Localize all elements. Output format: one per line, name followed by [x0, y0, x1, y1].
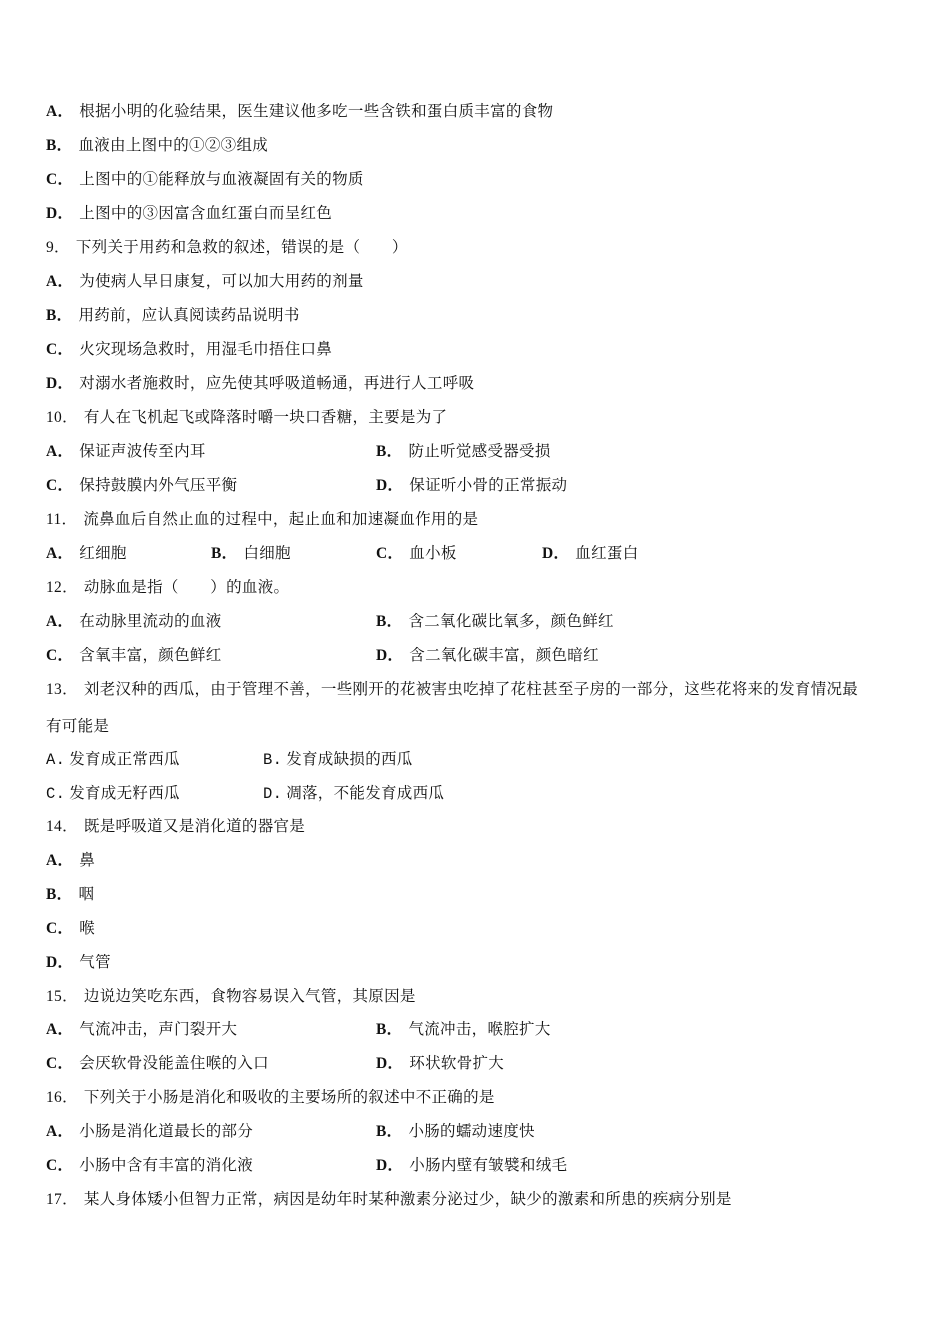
option-label: B．	[46, 886, 73, 903]
q16-option-c	[46, 1155, 253, 1176]
option-label: C．	[46, 477, 74, 494]
option-text: 在动脉里流动的血液	[79, 612, 222, 630]
option-text: 上图中的①能释放与血液凝固有关的物质	[79, 170, 364, 188]
question-number: 9．	[46, 239, 70, 256]
q13-option-a	[46, 749, 180, 770]
option-text: 鼻	[79, 851, 96, 869]
q11-option-c	[376, 543, 457, 564]
q12-option-a	[46, 611, 222, 632]
question-9-stem	[46, 237, 408, 258]
option-label: A．	[46, 1123, 74, 1140]
q8-option-c	[46, 169, 364, 190]
question-13-stem-continued	[46, 716, 109, 736]
question-number: 12．	[46, 579, 78, 596]
q10-option-b	[376, 441, 551, 462]
option-text: 发育成无籽西瓜	[69, 784, 180, 802]
option-text: 气流冲击，声门裂开大	[79, 1020, 238, 1038]
option-text: 血小板	[409, 544, 457, 562]
option-label: A．	[46, 443, 74, 460]
option-label: B．	[376, 1123, 403, 1140]
q11-option-a	[46, 543, 127, 564]
option-label: C．	[46, 647, 74, 664]
option-text: 保持鼓膜内外气压平衡	[79, 476, 238, 494]
q13-option-b	[263, 749, 413, 770]
option-label: B．	[46, 307, 73, 324]
option-label: D．	[376, 647, 404, 664]
option-label: D．	[46, 205, 74, 222]
option-text: 气流冲击，喉腔扩大	[408, 1020, 551, 1038]
option-label: D．	[376, 477, 404, 494]
option-label: D．	[46, 375, 74, 392]
q8-option-d	[46, 203, 332, 224]
question-12-stem	[46, 577, 289, 598]
option-text: 火灾现场急救时，用湿毛巾捂住口鼻	[79, 340, 333, 358]
option-label: C．	[376, 545, 404, 562]
option-label: C．	[46, 920, 74, 937]
option-text: 用药前，应认真阅读药品说明书	[78, 306, 300, 324]
question-number: 13．	[46, 681, 78, 698]
question-10-stem	[46, 407, 447, 428]
q9-option-b	[46, 305, 300, 326]
question-13-stem	[46, 679, 858, 700]
q16-option-d	[376, 1155, 567, 1176]
option-text: 小肠中含有丰富的消化液	[79, 1156, 254, 1174]
option-text: 血红蛋白	[575, 544, 639, 562]
option-text: 小肠的蠕动速度快	[408, 1122, 535, 1140]
option-label: A．	[46, 1021, 74, 1038]
option-text: 气管	[79, 953, 111, 971]
option-text: 白细胞	[243, 544, 291, 562]
option-label: D．	[376, 1157, 404, 1174]
option-label: B．	[46, 137, 73, 154]
option-text: 对溺水者施救时，应先使其呼吸道畅通，再进行人工呼吸	[79, 374, 475, 392]
option-label: B．	[211, 545, 238, 562]
option-text: 含二氧化碳丰富，颜色暗红	[409, 646, 599, 664]
q15-option-d	[376, 1053, 504, 1074]
option-label: A．	[46, 103, 74, 120]
q14-option-a	[46, 850, 95, 871]
option-text: 凋落，不能发育成西瓜	[286, 784, 445, 802]
option-label: A．	[46, 613, 74, 630]
question-text: 动脉血是指（ ）的血液。	[83, 578, 290, 596]
q11-option-d	[542, 543, 639, 564]
q10-option-c	[46, 475, 237, 496]
q12-option-c	[46, 645, 222, 666]
q12-option-b	[376, 611, 614, 632]
q13-option-c	[46, 783, 180, 804]
q15-option-a	[46, 1019, 237, 1040]
option-text: 发育成正常西瓜	[69, 750, 180, 768]
option-text: 根据小明的化验结果，医生建议他多吃一些含铁和蛋白质丰富的食物	[79, 102, 554, 120]
question-number: 15．	[46, 988, 78, 1005]
question-text: 边说边笑吃东西，食物容易误入气管，其原因是	[83, 987, 416, 1005]
option-label: D．	[46, 954, 74, 971]
q9-option-a	[46, 271, 364, 292]
option-label: C．	[46, 1055, 74, 1072]
option-text: 会厌软骨没能盖住喉的入口	[79, 1054, 269, 1072]
q10-option-d	[376, 475, 567, 496]
q11-option-b	[211, 543, 291, 564]
question-text: 有人在飞机起飞或降落时嚼一块口香糖，主要是为了	[83, 408, 448, 426]
q12-option-d	[376, 645, 599, 666]
option-label: D.	[263, 785, 283, 803]
option-label: D．	[376, 1055, 404, 1072]
option-text: 发育成缺损的西瓜	[286, 750, 413, 768]
q10-option-a	[46, 441, 206, 462]
question-text: 下列关于小肠是消化和吸收的主要场所的叙述中不正确的是	[83, 1088, 495, 1106]
q16-option-b	[376, 1121, 535, 1142]
q8-option-a	[46, 101, 553, 122]
question-17-stem	[46, 1189, 732, 1210]
option-text: 含二氧化碳比氧多，颜色鲜红	[408, 612, 614, 630]
question-number: 11．	[46, 511, 78, 528]
q13-option-d	[263, 783, 444, 804]
option-label: B.	[263, 751, 283, 769]
question-15-stem	[46, 986, 416, 1007]
q14-option-b	[46, 884, 94, 905]
option-label: C.	[46, 785, 66, 803]
question-text: 下列关于用药和急救的叙述，错误的是（ ）	[75, 238, 408, 256]
question-text: 既是呼吸道又是消化道的器官是	[83, 817, 306, 835]
option-label: B．	[376, 443, 403, 460]
option-text: 红细胞	[79, 544, 127, 562]
option-text: 含氧丰富，颜色鲜红	[79, 646, 222, 664]
option-text: 小肠内壁有皱襞和绒毛	[409, 1156, 568, 1174]
option-label: C．	[46, 171, 74, 188]
option-label: A．	[46, 273, 74, 290]
q9-option-c	[46, 339, 332, 360]
option-text: 小肠是消化道最长的部分	[79, 1122, 254, 1140]
question-number: 10．	[46, 409, 78, 426]
option-text: 上图中的③因富含血红蛋白而呈红色	[79, 204, 333, 222]
option-label: A．	[46, 852, 74, 869]
question-16-stem	[46, 1087, 495, 1108]
q15-option-c	[46, 1053, 269, 1074]
option-text: 咽	[78, 885, 95, 903]
q9-option-d	[46, 373, 474, 394]
q15-option-b	[376, 1019, 551, 1040]
option-text: 为使病人早日康复，可以加大用药的剂量	[79, 272, 364, 290]
q14-option-d	[46, 952, 111, 973]
question-11-stem	[46, 509, 478, 530]
question-number: 17．	[46, 1191, 78, 1208]
option-text: 血液由上图中的①②③组成	[78, 136, 269, 154]
option-text: 喉	[79, 919, 96, 937]
option-text: 环状软骨扩大	[409, 1054, 505, 1072]
option-label: C．	[46, 1157, 74, 1174]
option-label: B．	[376, 613, 403, 630]
option-text: 防止听觉感受器受损	[408, 442, 551, 460]
option-text: 保证声波传至内耳	[79, 442, 206, 460]
question-text-continued: 有可能是	[46, 717, 110, 735]
option-label: A．	[46, 545, 74, 562]
option-label: C．	[46, 341, 74, 358]
question-text: 某人身体矮小但智力正常，病因是幼年时某种激素分泌过少，缺少的激素和所患的疾病分别是	[83, 1190, 732, 1208]
option-label: B．	[376, 1021, 403, 1038]
option-label: A.	[46, 751, 66, 769]
question-number: 16．	[46, 1089, 78, 1106]
q8-option-b	[46, 135, 268, 156]
question-number: 14．	[46, 818, 78, 835]
q16-option-a	[46, 1121, 253, 1142]
question-text: 流鼻血后自然止血的过程中，起止血和加速凝血作用的是	[83, 510, 479, 528]
option-label: D．	[542, 545, 570, 562]
question-14-stem	[46, 816, 305, 837]
question-text: 刘老汉种的西瓜，由于管理不善，一些刚开的花被害虫吃掉了花柱甚至子房的一部分，这些花将来的发育情况最	[83, 680, 859, 698]
q14-option-c	[46, 918, 95, 939]
option-text: 保证听小骨的正常振动	[409, 476, 568, 494]
